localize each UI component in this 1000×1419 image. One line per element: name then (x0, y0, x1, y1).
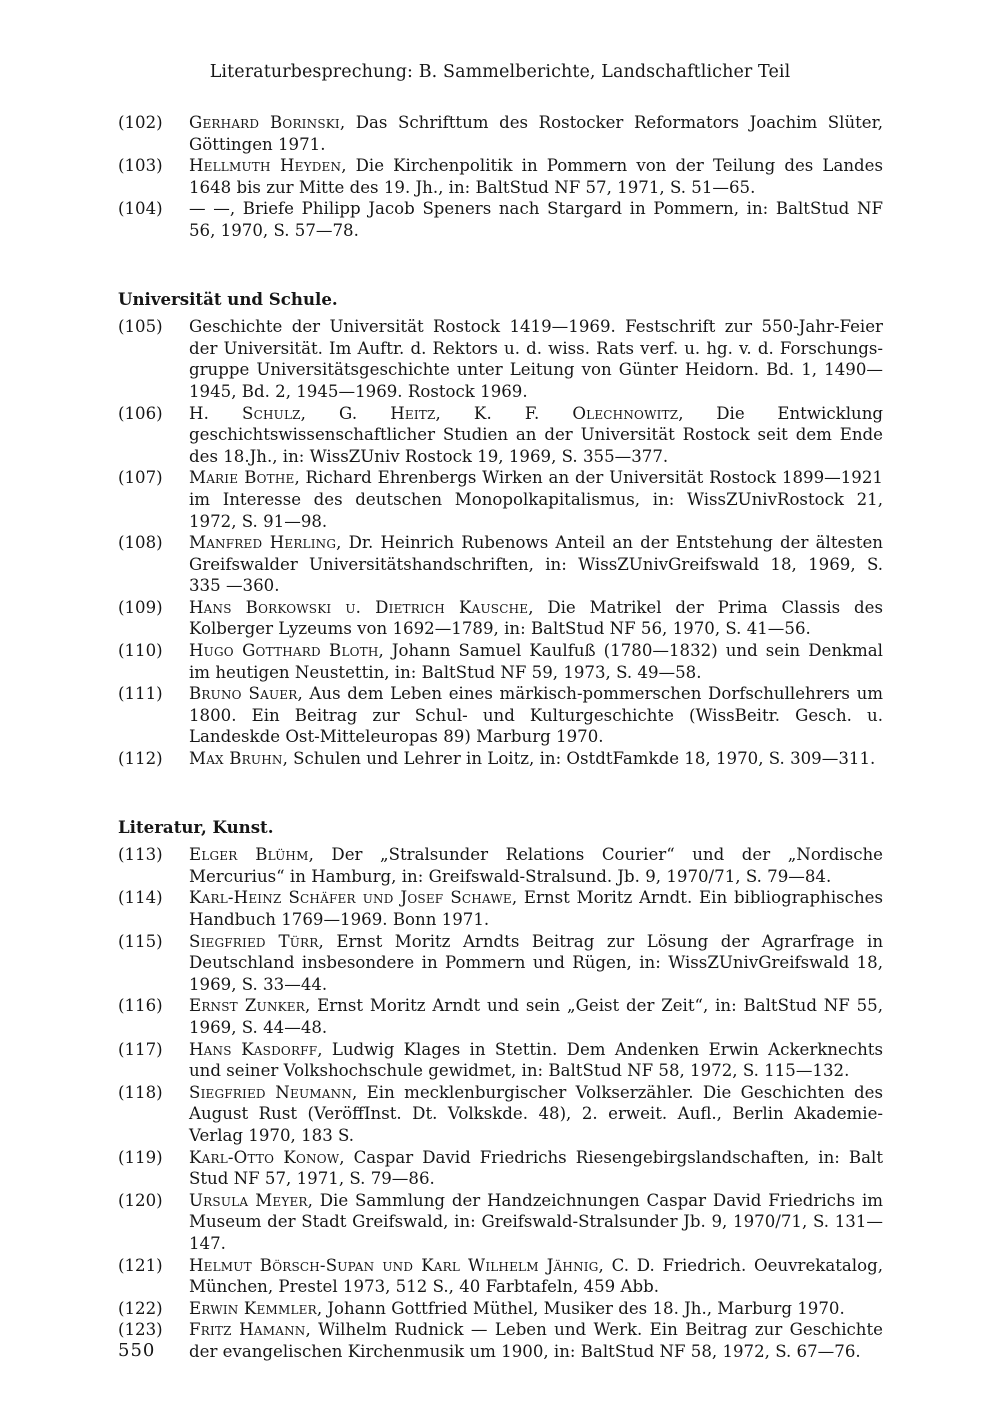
entry-number: (118) (118, 1082, 163, 1102)
entry-list (118, 316, 883, 769)
entry-text: , Der „Stralsunder Relations Courier“ und der „Nordische Mercurius“ in Hamburg, in: Greifswald-Stralsund. Jb. 9, 1970/71, S. 79—84. (189, 845, 883, 886)
entry-text: , Wilhelm Rudnick — Leben und Werk. Ein Beitrag zur Geschichte der evangelischen Kirchenmusik um 1900, in: BaltStud NF 58, 1972, S. 67—76. (189, 1320, 883, 1361)
entry-author: Max Bruhn (189, 749, 283, 769)
entry-text: , Ernst Moritz Arndt und sein „Geist der Zeit“, in: BaltStud NF 55, 1969, S. 44—48. (189, 996, 884, 1037)
entry-author: Helmut Börsch-Supan und Karl Wilhelm Jähnig (189, 1255, 599, 1275)
entry-author: Hellmuth Heyden (189, 156, 342, 176)
entry-text: , Die Sammlung der Handzeichnungen Caspar David Friedrichs im Museum der Stadt Greifswald, in: Greifswald-Stralsunder Jb. 9, 1970/71, S. 131—147. (189, 1190, 883, 1253)
entry-author: Elger Blühm (189, 845, 309, 865)
entry-number: (110) (118, 641, 163, 661)
entry-author: Gerhard Borinski (189, 113, 340, 132)
section-heading: Literatur, Kunst. (118, 816, 274, 837)
entry-number: (121) (118, 1255, 163, 1275)
entry-text: , Caspar David Friedrichs Riesengebirgslandschaften, in: Balt Stud NF 57, 1971, S. 79—86. (189, 1147, 883, 1189)
list-item (118, 1039, 883, 1082)
running-head: Literaturbesprechung: B. Sammelberichte, Landschaftlicher Teil (209, 62, 791, 82)
entry-list (118, 844, 883, 1362)
list-item (118, 1190, 883, 1255)
entry-author: Hans Borkowski u. Dietrich Kausche (189, 597, 529, 617)
entry-text: , C. D. Friedrich. Oeuvrekatalog, München, Prestel 1973, 512 S., 40 Farbtafeln, 459 Abb. (189, 1255, 883, 1297)
entry-number: (119) (118, 1147, 163, 1167)
entry-author: Siegfried Türr (189, 931, 319, 951)
entry-author: Fritz Hamann (189, 1320, 306, 1340)
entry-text: , Die Entwicklung geschichtswissenschaftlicher Studien an der Universität Rostock seit dem Ende des 18.Jh., in: WissZUniv Rostock 19, 1969, S. 355—377. (189, 403, 883, 466)
entry-author: Ursula Meyer (189, 1190, 308, 1210)
entry-number: (114) (118, 888, 163, 908)
entry-text: , Ludwig Klages in Stettin. Dem Andenken Erwin Ackerknechts und seiner Volkshochschule gewidmet, in: BaltStud NF 58, 1972, S. 115—132. (189, 1039, 883, 1081)
entry-text: , Ernst Moritz Arndt. Ein bibliographisches Handbuch 1769—1969. Bonn 1971. (189, 888, 883, 929)
list-item (118, 467, 883, 532)
list-item (118, 155, 883, 198)
entry-number: (103) (118, 156, 163, 176)
entry-text: , Das Schrifttum des Rostocker Reformators Joachim Slüter, Göttingen 1971. (189, 113, 883, 154)
entry-number: (106) (118, 403, 163, 423)
entry-text: , Schulen und Lehrer in Loitz, in: OstdtFamkde 18, 1970, S. 309—311. (282, 749, 876, 769)
entry-number: (109) (118, 597, 163, 617)
list-item (118, 112, 883, 155)
section-heading: Universität und Schule. (118, 288, 338, 309)
list-item (118, 887, 883, 930)
list-item (118, 640, 883, 683)
entry-number: (105) (118, 317, 163, 337)
entry-text: , Richard Ehrenbergs Wirken an der Universität Rostock 1899—1921 im Interesse des deutschen Monopolkapitalismus, in: WissZUnivRostock 21, 1972, S. 91—98. (189, 468, 883, 531)
list-item (118, 532, 883, 597)
list-item (118, 1298, 883, 1320)
entry-author: Marie Bothe (189, 468, 295, 488)
page-number: 550 (118, 1340, 156, 1361)
entry-number: (115) (118, 931, 163, 951)
list-item (118, 1319, 883, 1362)
list-item (118, 1082, 883, 1147)
entry-author: Karl-Otto Konow (189, 1147, 340, 1167)
list-item (118, 1147, 883, 1190)
entry-text: , Dr. Heinrich Rubenows Anteil an der Entstehung der ältesten Greifswalder Universitätshandschriften, in: WissZUnivGreifswald 18, 1969, S. 335 —360. (189, 533, 883, 596)
bibliography (118, 112, 883, 1362)
entry-author: Siegfried Neumann (189, 1082, 353, 1102)
entry-text: , Aus dem Leben eines märkisch-pommerschen Dorfschullehrers um 1800. Ein Beitrag zur Schul- und Kulturgeschichte (WissBeitr. Gesch. u. Landeskde Ost-Mitteleuropas 89) Marburg 1970. (189, 684, 883, 747)
entry-author: Hans Kasdorff (189, 1039, 318, 1059)
entry-number: (107) (118, 468, 163, 488)
entry-number: (116) (118, 996, 163, 1016)
entry-number: (104) (118, 199, 163, 219)
entry-text: — —, Briefe Philipp Jacob Speners nach Stargard in Pommern, in: BaltStud NF 56, 1970, S. 57—78. (189, 199, 883, 240)
entry-author: Erwin Kemmler (189, 1298, 317, 1318)
list-item (118, 995, 883, 1038)
list-item (118, 844, 883, 887)
entry-list (118, 112, 883, 242)
list-item (118, 316, 883, 402)
list-item (118, 1255, 883, 1298)
entry-number: (122) (118, 1298, 163, 1318)
entry-author: Karl-Heinz Schäfer und Josef Schawe (189, 888, 512, 908)
entry-text: Geschichte der Universität Rostock 1419—1969. Festschrift zur 550-Jahr-Feier der Universität. Im Auftr. d. Rektors u. d. wiss. Rats verf. u. hg. v. d. Forschungs-gruppe Universitätsgeschichte unter Leitung von Günter Heidorn. Bd. 1, 1490—1945, Bd. 2, 1945—1969. Rostock 1969. (189, 317, 883, 401)
entry-number: (117) (118, 1039, 163, 1059)
entry-author: Bruno Sauer (189, 684, 298, 704)
entry-author: H. Schulz, G. Heitz, K. F. Olechnowitz (189, 403, 679, 423)
entry-number: (112) (118, 749, 163, 769)
entry-author: Ernst Zunker (189, 996, 306, 1016)
list-item (118, 748, 883, 770)
entry-number: (111) (118, 684, 163, 704)
entry-text: , Ernst Moritz Arndts Beitrag zur Lösung der Agrarfrage in Deutschland insbesondere in Pommern und Rügen, in: WissZUnivGreifswald 18, 1969, S. 33—44. (189, 931, 884, 994)
list-item (118, 198, 883, 241)
entry-text: , Johann Samuel Kaulfuß (1780—1832) und sein Denkmal im heutigen Neustettin, in: BaltStud NF 59, 1973, S. 49—58. (189, 641, 883, 682)
entry-number: (108) (118, 533, 163, 553)
entry-author: Hugo Gotthard Bloth (189, 641, 379, 661)
entry-author: Manfred Herling (189, 533, 337, 553)
list-item (118, 403, 883, 468)
list-item (118, 683, 883, 748)
list-item (118, 931, 883, 996)
entry-text: , Die Kirchenpolitik in Pommern von der Teilung des Landes 1648 bis zur Mitte des 19. Jh., in: BaltStud NF 57, 1971, S. 51—65. (189, 156, 883, 197)
entry-text: , Die Matrikel der Prima Classis des Kolberger Lyzeums von 1692—1789, in: BaltStud NF 56, 1970, S. 41—56. (189, 597, 883, 639)
entry-number: (113) (118, 845, 163, 865)
list-item (118, 597, 883, 640)
entry-text: , Ein mecklenburgischer Volkserzähler. Die Geschichten des August Rust (VeröffInst. Dt. Volkskde. 48), 2. erweit. Aufl., Berlin Akademie-Verlag 1970, 183 S. (189, 1082, 883, 1145)
entry-text: , Johann Gottfried Müthel, Musiker des 18. Jh., Marburg 1970. (316, 1298, 845, 1318)
entry-number: (123) (118, 1320, 163, 1340)
entry-number: (102) (118, 113, 163, 132)
entry-number: (120) (118, 1190, 163, 1210)
